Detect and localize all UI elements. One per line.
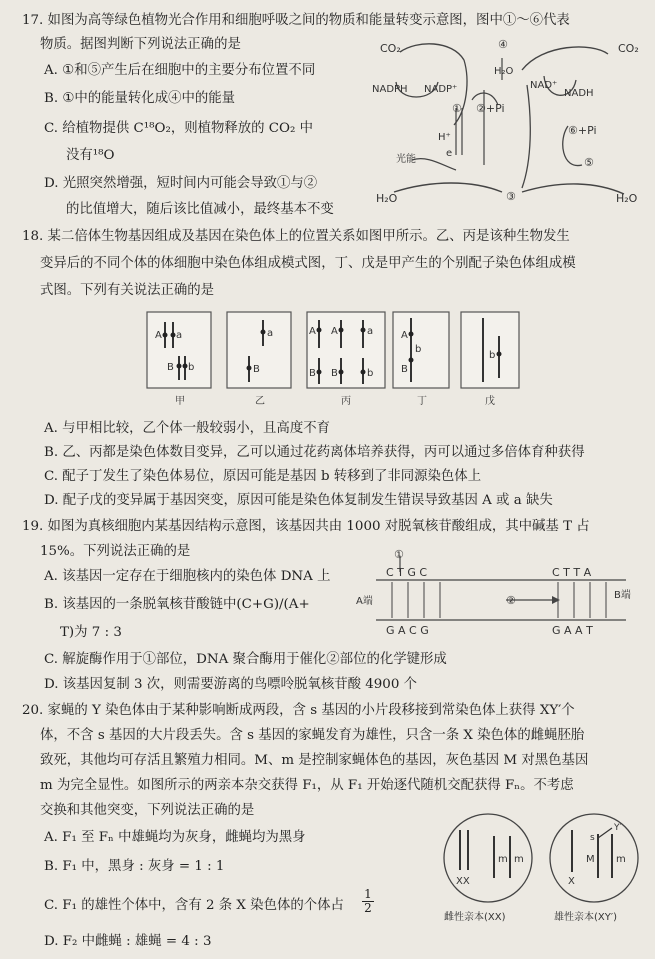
svg-text:A: A [331, 326, 338, 337]
q18-option-d: D. 配子戊的变异属于基因突变，原因可能是染色体复制发生错误导致基因 A 或 a 缺失 [44, 493, 553, 508]
photosynthesis-respiration-diagram [372, 30, 644, 210]
nadp-label: NADP⁺ [424, 84, 458, 95]
node-2-label: ②+Pi [476, 102, 505, 115]
q17-option-c-line1: C. 给植物提供 C¹⁸O₂，则植物释放的 CO₂ 中 [44, 121, 314, 136]
node-4-label: ④ [498, 38, 508, 51]
h-plus-label: H⁺ [438, 132, 451, 143]
gene-structure-diagram [356, 548, 646, 640]
q19-option-b-line2: T)为 7 : 3 [60, 625, 122, 640]
svg-text:B: B [331, 368, 338, 379]
end-a-label: A端 [356, 596, 373, 607]
co2-left-label: CO₂ [380, 42, 401, 55]
panel-label-jia: 甲 [175, 396, 185, 407]
svg-text:a: a [367, 326, 374, 337]
q18-stem-line3: 式图。下列有关说法正确的是 [40, 283, 215, 298]
q20-option-c: C. F₁ 的雄性个体中，含有 2 条 X 染色体的个体占 [44, 898, 344, 913]
svg-text:b: b [188, 362, 195, 373]
svg-text:B: B [309, 368, 316, 379]
q17-option-d-line1: D. 光照突然增强，短时间内可能会导致①与② [44, 176, 318, 191]
svg-text:B: B [167, 362, 174, 373]
q18-stem-line2: 变异后的不同个体的体细胞中染色体组成模式图，丁、戊是甲产生的个别配子染色体组成模 [40, 256, 576, 271]
svg-text:B: B [253, 364, 260, 375]
q18-stem-line1: 18. 某二倍体生物基因组成及基因在染色体上的位置关系如图甲所示。乙、丙是该种生物发生 [22, 229, 570, 244]
q19-option-c: C. 解旋酶作用于①部位，DNA 聚合酶用于催化②部位的化学键形成 [44, 652, 447, 667]
male-y-prime-label: Y′ [614, 823, 622, 833]
panel-label-wu: 戊 [485, 396, 495, 407]
chromosome-panels [145, 308, 525, 406]
svg-text:A: A [309, 326, 316, 337]
male-gene-m-label: m [616, 854, 626, 865]
q17-stem-line1: 17. 如图为高等绿色植物光合作用和细胞呼吸之间的物质和能量转变示意图，图中①～⑥代表 [22, 13, 570, 28]
q17-stem-line2: 物质。据图判断下列说法正确的是 [40, 37, 241, 52]
female-m-left-label: m [498, 854, 508, 865]
female-xx-label: XX [456, 876, 470, 887]
svg-text:A: A [401, 330, 408, 341]
co2-arrow-right [522, 47, 608, 70]
h2o-right-arrow [522, 184, 624, 194]
q20-option-a: A. F₁ 至 Fₙ 中雄蝇均为灰身，雌蝇均为黑身 [44, 830, 306, 845]
node-3-label: ③ [506, 190, 516, 203]
male-s-label: s [590, 833, 595, 843]
nadph-label: NADPH [372, 84, 408, 95]
q18-option-b: B. 乙、丙都是染色体数目变异，乙可以通过花药离体培养获得，丙可以通过多倍体育种获得 [44, 445, 585, 460]
node-6-label: ⑥+Pi [568, 124, 597, 137]
light-arrow [412, 159, 456, 170]
q19-option-b-line1: B. 该基因的一条脱氧核苷酸链中(C+G)/(A+ [44, 597, 310, 612]
panel-ding [393, 312, 449, 388]
svg-text:a: a [267, 328, 274, 339]
q17-option-b: B. ①中的能量转化成④中的能量 [44, 91, 236, 106]
q19-stem-line2: 15%。下列说法正确的是 [40, 544, 191, 559]
q18-option-a: A. 与甲相比较，乙个体一般较弱小，且高度不育 [44, 421, 330, 436]
nadh-label: NADH [564, 88, 594, 99]
right-down-arrow [522, 85, 530, 188]
h2o-right-label: H₂O [616, 192, 638, 205]
site-2-label: ② [506, 594, 516, 607]
male-gene-M-label: M [586, 854, 595, 865]
svg-text:a: a [176, 330, 183, 341]
panel-jia [147, 312, 211, 388]
q19-option-a: A. 该基因一定存在于细胞核内的染色体 DNA 上 [44, 569, 331, 584]
q20-option-d: D. F₂ 中雌蝇 : 雄蝇 = 4 : 3 [44, 934, 212, 949]
male-x-label: X [568, 876, 575, 887]
panel-bing [307, 312, 385, 388]
svg-text:b: b [415, 344, 422, 355]
top-left-bases: C T G C [386, 566, 428, 579]
panel-label-bing: 丙 [341, 396, 351, 407]
electron-label: e [446, 148, 453, 159]
light-energy-label: 光能 [396, 154, 416, 165]
fraction-denominator: 2 [364, 901, 372, 915]
co2-right-label: CO₂ [618, 42, 639, 55]
h2o-left-label: H₂O [376, 192, 398, 205]
node-5-label: ⑤ [584, 156, 594, 169]
h2o-left-arrow [394, 183, 502, 192]
h2o-top-label: H₂O [494, 66, 514, 77]
q20-stem-line2: 体，不含 s 基因的大片段丢失。含 s 基因的家蝇发育为雄性，只含一条 X 染色体的雌蝇胚胎 [40, 728, 585, 743]
svg-text:B: B [401, 364, 408, 375]
panel-wu [461, 312, 519, 388]
fraction-numerator: 1 [362, 888, 374, 902]
svg-text:b: b [367, 368, 374, 379]
nad-label: NAD⁺ [530, 80, 558, 91]
q20-option-b: B. F₁ 中，黑身 : 灰身 = 1 : 1 [44, 859, 225, 874]
q20-stem-line3: 致死，其他均可存活且繁殖力相同。M、m 是控制家蝇体色的基因，灰色基因 M 对黑色基因 [40, 753, 589, 768]
q20-stem-line4: m 为完全显性。如图所示的两亲本杂交获得 F₁，从 F₁ 开始逐代随机交配获得 Fₙ。不考虑 [40, 778, 574, 793]
q17-option-d-line2: 的比值增大，随后该比值减小，最终基本不变 [66, 202, 334, 217]
bottom-left-bases: G A C G [386, 624, 429, 637]
q19-option-d: D. 该基因复制 3 次，则需要游离的鸟嘌呤脱氧核苷酸 4900 个 [44, 677, 417, 692]
q17-option-c-line2: 没有¹⁸O [66, 148, 115, 163]
panel-yi [227, 312, 291, 388]
end-b-label: B端 [614, 590, 631, 601]
female-parent-caption: 雌性亲本(XX) [444, 912, 506, 923]
q20-option-c-fraction [362, 888, 374, 915]
co2-arrow-left [400, 44, 464, 60]
female-m-right-label: m [514, 854, 524, 865]
q19-stem-line1: 19. 如图为真核细胞内某基因结构示意图，该基因共由 1000 对脱氧核苷酸组成，其中碱基 T 占 [22, 519, 590, 534]
panel-label-ding: 丁 [417, 396, 427, 407]
parent-chromosome-diagram [436, 808, 650, 928]
svg-text:A: A [155, 330, 162, 341]
node-1-label: ① [452, 102, 462, 115]
q20-stem-line5: 交换和其他突变，下列说法正确的是 [40, 803, 255, 818]
panel-label-yi: 乙 [255, 396, 265, 407]
male-parent-caption: 雄性亲本(XY′) [554, 912, 618, 923]
q20-stem-line1: 20. 家蝇的 Y 染色体由于某种影响断成两段，含 s 基因的小片段移接到常染色体上获得 XY′个 [22, 703, 575, 718]
svg-text:b: b [489, 350, 496, 361]
q18-option-c: C. 配子丁发生了染色体易位，原因可能是基因 b 转移到了非同源染色体上 [44, 469, 482, 484]
bottom-right-bases: G A A T [552, 624, 593, 637]
top-right-bases: C T T A [552, 566, 592, 579]
site-1-label: ① [394, 548, 404, 561]
q17-option-a: A. ①和⑤产生后在细胞中的主要分布位置不同 [44, 63, 316, 78]
